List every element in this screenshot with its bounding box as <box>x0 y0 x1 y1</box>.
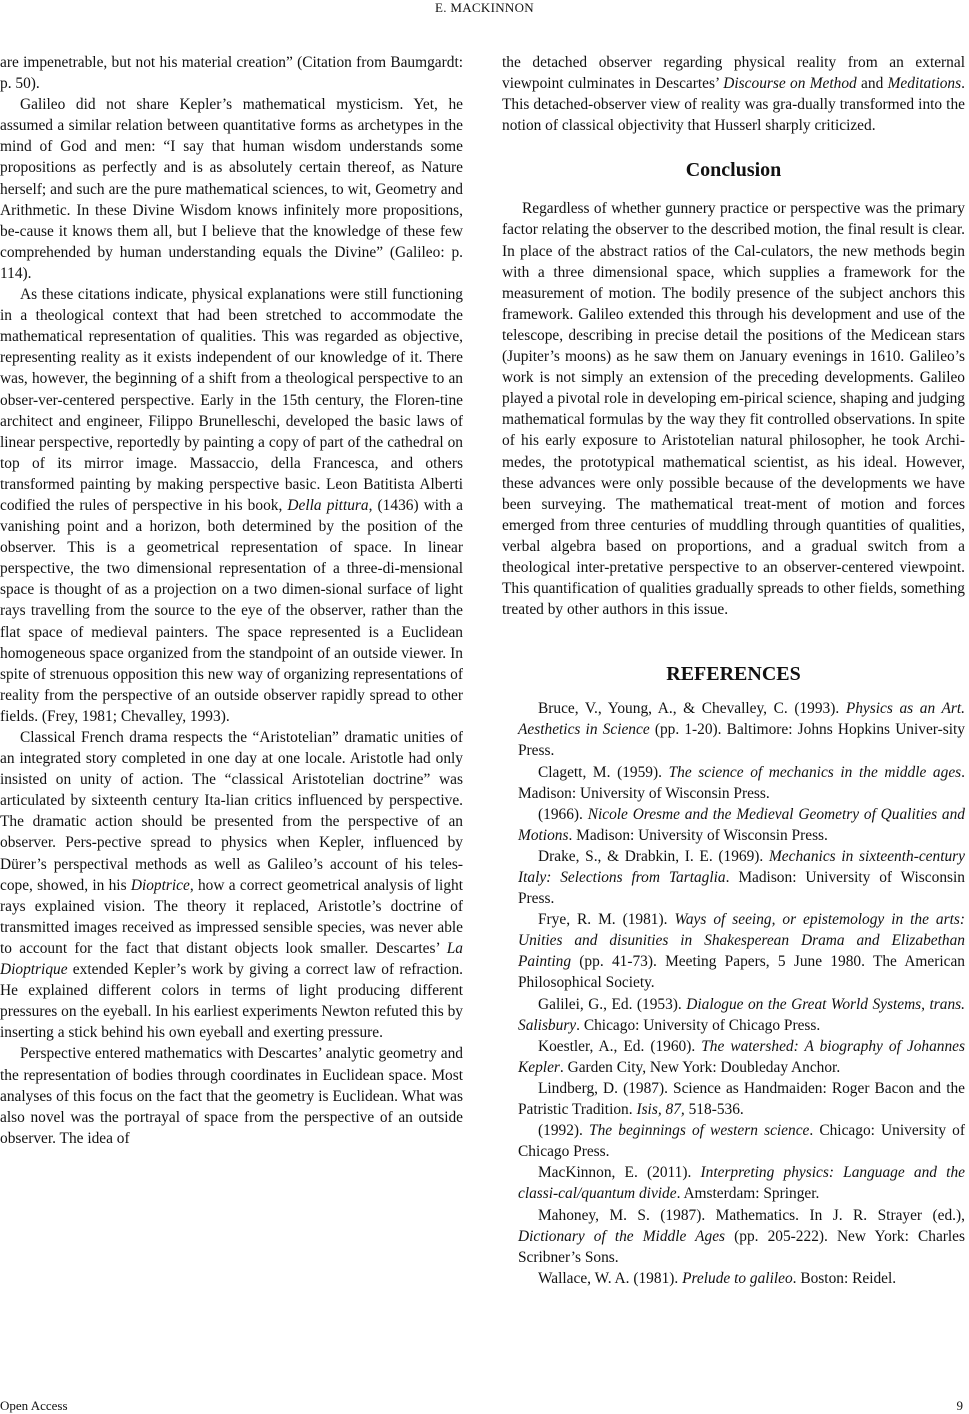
running-head: E. MACKINNON <box>435 0 534 15</box>
conclusion-paragraph: Regardless of whether gunnery practice or perspective was the primary factor relating the observer to the described motion, the final result is clear. In place of the abstract ratios of the Cal-culators, the new methods begin with a three dimensional space, which supplies a framework for the measurement of motion. The bodily presence of the subject anchors this framework. Galileo extended this through his development and use of the telescope, describing in precise detail the positions of the Medicean stars (Jupiter’s moons) as he saw them on January evenings in 1610. Galileo’s work is not simply an extension of the preceding developments. Galileo played a pivotal role in developing em-pirical science, shaping and judging mathematical formulas by the way they fit controlled observations. In spite of his early exposure to Aristotelian natural philosopher, he took Archi-medes, the prototypical mathematical scientist, as his ideal. However, these advances were only possible because of the developments we have been surveying. The mathematical treat-ment of motion and forces emerged from three centuries of muddling through quantities of qualities, verbal algebra based on proportions, and a gradual switch from a theological inter-pretative perspective to an observer-centered viewpoint. This quantification of qualities gradually spreads to other fields, something treated by other authors in this issue. <box>502 200 965 619</box>
text-run: , (1436) with a vanishing point and a horizon, both determined by the position of the observer. This is a geometrical representation of space. In linear perspective, the two dimensional representation of a three-di-mensional space is thought of as a projection on a two dimen-sional surface of light rays travelling from the source to the eye of the observer, rather than the flat space of medieval painters. The space represented is a Euclidean homogeneous space organized from the standpoint of an outside viewer. In spite of strenuous opposition this new way of organizing representations of reality from the perspective of an outside observer rapidly spread to other fields. (Frey, 1981; Chevalley, 1993). <box>0 496 463 725</box>
reference-authors: Wallace, W. A. (1981). <box>538 1269 683 1287</box>
reference-title: Nicole Oresme and the Medieval Geometry of Qualities and Motions <box>518 805 965 844</box>
reference-entry <box>502 1162 965 1204</box>
reference-entry <box>502 1268 965 1289</box>
body-paragraph <box>0 284 463 727</box>
reference-authors: Mahoney, M. S. (1987). Mathematics. In J. R. Strayer (ed.), <box>538 1206 965 1224</box>
reference-publisher: . Chicago: University of Chicago Press. <box>576 1016 821 1034</box>
reference-entry <box>502 1078 965 1120</box>
footer-open-access: Open Access <box>0 1398 68 1413</box>
reference-entry <box>502 994 965 1036</box>
reference-authors: Lindberg, D. (1987). Science as Handmaiden: Roger Bacon and the Patristic Tradition. <box>518 1079 965 1119</box>
reference-title: Physics as an Art. Aesthetics in Science <box>518 700 965 739</box>
reference-entry <box>502 1120 965 1162</box>
text-run: . This detached-observer view of reality was gra-dually transformed into the notion of classical objectivity that Husserl sharply criticized. <box>502 75 965 135</box>
italic-title: Dioptrice <box>130 876 190 894</box>
reference-publisher: . Amsterdam: Springer. <box>676 1185 820 1203</box>
text-run: extended Kepler’s work by giving a correct law of refraction. He explained different colors in terms of light producing different pressures on the eyeball. In his earliest experiments Newton refuted this by inserting a stick behind his own eyeball and exerting pressure. <box>0 961 463 1042</box>
reference-title: Prelude to galileo <box>682 1269 793 1287</box>
reference-publisher: (pp. 41-73). Meeting Papers, 5 June 1980. The American Philosophical Society. <box>518 953 965 992</box>
reference-authors: Clagett, M. (1959). <box>538 763 669 781</box>
reference-authors: (1992). <box>538 1122 590 1140</box>
text-run: Classical French drama respects the “Aristotelian” dramatic unities of an integrated story completed in one day at one locale. Aristotle had only insisted on unity of action. The “classical Aristotelian doctrine” was articulated by sixteenth century Ita-lian critics influenced by perspective. The dramatic action should be presented from the perspective of an observer. Pers-pective spread to physics when Kepler, influenced by Dürer’s perspectival methods as well as Galileo’s account of his teles-cope, showed, in his <box>0 729 463 894</box>
reference-title: Isis, 87, <box>636 1101 685 1119</box>
reference-authors: Koestler, A., Ed. (1960). <box>538 1037 702 1055</box>
reference-authors: Bruce, V., Young, A., & Chevalley, C. (1993). <box>538 700 846 718</box>
italic-title: Meditations <box>887 75 962 93</box>
page-number: 9 <box>956 1398 963 1413</box>
reference-publisher: . Madison: University of Wisconsin Press. <box>518 763 965 802</box>
reference-title: The watershed: A biography of Johannes Kepler <box>518 1037 965 1076</box>
conclusion-heading: Conclusion <box>685 159 782 182</box>
body-paragraph: Perspective entered mathematics with Descartes’ analytic geometry and the representation of bodies through coordinates in Euclidean space. Most analyses of this focus on the fact that the geometry is Euclidean. What was also novel was the portrayal of space from the perspective of an outside observer. The idea of <box>0 1045 463 1147</box>
reference-title: Dialogue on the Great World Systems, trans. Salisbury <box>518 995 965 1034</box>
reference-entry <box>502 698 965 761</box>
reference-authors: MacKinnon, E. (2011). <box>538 1164 701 1182</box>
reference-publisher: . Garden City, New York: Doubleday Anchor. <box>559 1058 841 1076</box>
reference-entry <box>502 1036 965 1078</box>
italic-title: Discourse on Method <box>723 75 857 93</box>
references-list <box>502 698 965 1289</box>
reference-title: The beginnings of western science <box>589 1122 810 1140</box>
reference-entry <box>502 909 965 993</box>
body-paragraph <box>502 52 965 136</box>
reference-publisher: . Madison: University of Wisconsin Press. <box>568 826 828 844</box>
text-run: and <box>856 75 888 93</box>
text-run: , how a correct geometrical analysis of light rays explained vision. The theory it replaced, Aristotle’s doctrine of transmitted images received as impressed sensible species, was never able to account for the fact that distant objects look smaller. Descartes’ <box>0 876 463 957</box>
reference-authors: Galilei, G., Ed. (1953). <box>538 995 687 1013</box>
reference-publisher: (pp. 1-20). Baltimore: Johns Hopkins Univer-sity Press. <box>518 721 965 760</box>
reference-publisher: . Boston: Reidel. <box>792 1269 897 1287</box>
reference-entry <box>502 804 965 846</box>
reference-entry <box>502 1205 965 1268</box>
reference-entry <box>502 846 965 909</box>
right-column <box>502 52 965 1289</box>
reference-title: Ways of seeing, or epistemology in the arts: Unities and disunities in Shakesperean Drama and Elizabethan Painting <box>518 911 966 971</box>
references-heading: REFERENCES <box>666 663 801 686</box>
reference-authors: Drake, S., & Drabkin, I. E. (1969). <box>538 847 769 865</box>
italic-title: La Dioptrique <box>0 939 463 979</box>
reference-publisher: . Madison: University of Wisconsin Press. <box>518 869 965 908</box>
reference-title: The science of mechanics in the middle ages <box>668 763 962 781</box>
reference-title: Mechanics in sixteenth-century Italy: Selections from Tartaglia <box>518 847 965 886</box>
body-paragraph: Galileo did not share Kepler’s mathematical mysticism. Yet, he assumed a similar relation between quantitative forms as archetypes in the mind of God and men: “I say that human wisdom understands some propositions as perfectly and is as absolutely certain thereof, as Nature herself; and such are the pure mathematical sciences, to wit, Geometry and Arithmetic. In these Divine Wisdom knows infinitely more propositions, be-cause it knows them all, but I believe that the knowledge of these few comprehended by human understanding equals the Divine” (Galileo: p. 114). <box>0 96 463 282</box>
reference-entry <box>502 762 965 804</box>
body-paragraph <box>0 727 463 1043</box>
reference-publisher: 518-536. <box>684 1101 744 1119</box>
reference-authors: Frye, R. M. (1981). <box>538 911 675 929</box>
reference-publisher: . Chicago: University of Chicago Press. <box>518 1122 965 1161</box>
reference-publisher: (pp. 205-222). New York: Charles Scribner’s Sons. <box>518 1227 965 1266</box>
reference-title: Interpreting physics: Language and the classi-cal/quantum divide <box>518 1164 965 1203</box>
left-column <box>0 52 463 1149</box>
reference-authors: (1966). <box>538 805 588 823</box>
body-paragraph: are impenetrable, but not his material creation” (Citation from Baumgardt: p. 50). <box>0 54 463 93</box>
text-run: the detached observer regarding physical reality from an external viewpoint culminates in Descartes’ <box>502 54 965 93</box>
text-run: As these citations indicate, physical explanations were still functioning in a theological context that had been stretched to accommodate the mathematical representation of qualities. This was regarded as objective, representing reality as it exists independent of our knowledge of it. There was, however, the beginning of a shift from a theological perspective to an obser-ver-centered perspective. Early in the 15th century, the Floren-tine architect and engineer, Filippo Brunelleschi, developed the basic laws of linear perspective, reportedly by painting a copy of part of the cathedral on top of its mirror image. Massaccio, della Francesca, and others transformed painting by making perspective basic. Leon Batitista Alberti codified the rules of perspective in his book, <box>0 286 463 514</box>
italic-title: Della pittura <box>287 496 369 514</box>
reference-title: Dictionary of the Middle Ages <box>518 1227 726 1245</box>
